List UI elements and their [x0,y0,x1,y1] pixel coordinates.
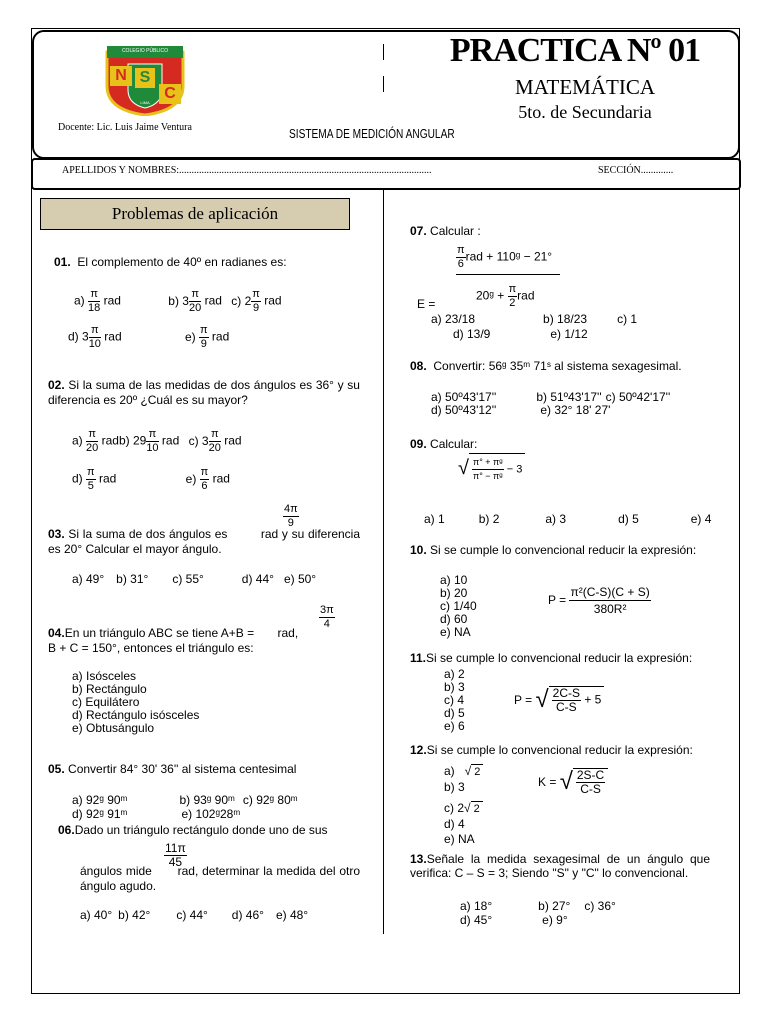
q13-options: a) 18° b) 27° c) 36° d) 45° e) 9° [460,899,616,927]
logo-letter-c: C [159,84,181,104]
q06-fraction: $\frac{11\pi}{45}$ [165,841,186,869]
q10-options: a) 10 b) 20 c) 1/40 d) 60 e) NA [440,573,477,639]
q09-options: a) 1 b) 2 a) 3 d) 5 e) 4 [424,512,712,526]
header-tick [383,76,384,92]
logo-top-text: COLEGIO PÚBLICO [121,48,169,54]
q07-e-label: E = [417,297,436,311]
q01-options: a) $\frac{\pi}{18}$ rad b) 3 $\frac{\pi}{20}$ rad c) 2 $\frac{\pi}{9}$ rad [74,288,282,314]
q07-denominator: 20ᵍ + $\frac{\pi}{2}$ rad [476,283,535,309]
q04-options: a) Isósceles b) Rectángulo c) Equilátero d) Rectángulo isósceles e) Obtusángulo [72,669,200,735]
q10-formula: P = $\frac{\text{π²(C-S)(C + S)}}{\text{380R²}}$ [548,585,650,616]
q12-options: a) √ 2 b) 3 c) 2√ 2 d) 4 e) NA [444,764,483,847]
question-06: 06.Dado un triángulo rectángulo donde uno de sus [58,823,328,837]
q06-text: ángulos mide rad, determinar la medida del otro ángulo agudo. [80,864,360,893]
q02-options-2: d) $\frac{\pi}{5}$ rad e) $\frac{\pi}{6}$ rad [72,466,230,492]
column-divider [383,188,384,934]
question-09: 09. Calcular: [410,437,478,451]
question-05: 05. Convertir 84° 30' 36'' al sistema centesimal [48,762,297,776]
school-logo [104,42,186,116]
question-13: 13.Señale la medida sexagesimal de un ángulo que verifica: C – S = 3; Siendo "S" y "C" lo convencional. [410,852,710,880]
names-field[interactable]: APELLIDOS Y NOMBRES:..................................................................................................... [62,165,432,176]
topic-title: SISTEMA DE MEDICIÓN ANGULAR [289,126,455,141]
question-10: 10. Si se cumple lo convencional reducir la expresión: [410,543,697,557]
q04-fraction: $\frac{3\pi}{4}$ [320,604,334,630]
question-03: 03. Si la suma de dos ángulos es rad y su diferencia es 20° Calcular el mayor ángulo. [48,527,361,556]
logo-letter-n: N [110,66,132,86]
q12-formula: K = √ $\frac{2S-C}{C-S}$ [538,768,608,796]
q11-options: a) 2 b) 3 c) 4 d) 5 e) 6 [444,667,465,733]
subject-title: MATEMÁTICA [515,75,655,99]
q03-options: a) 49° b) 31° c) 55° d) 44° e) 50° [72,572,317,586]
question-04: 04.En un triángulo ABC se tiene A+B = rad, B + C = 150°, entonces el triángulo es: [48,626,299,655]
section-banner: Problemas de aplicación [40,198,350,230]
header-tick [383,44,384,60]
question-11: 11.Si se cumple lo convencional reducir la expresión: [410,651,693,665]
q07-numerator: $\frac{\pi}{6}$ rad + 110ᵍ − 21° [456,244,560,275]
q02-options: a) $\frac{\pi}{20}$ radb) 29 $\frac{\pi}{10}$ rad c) 3 $\frac{\pi}{20}$ rad [72,428,242,454]
question-08: 08. Convertir: 56ᵍ 35ᵐ 71ˢ al sistema sexagesimal. [410,359,682,373]
question-02: 02. Si la suma de las medidas de dos ángulos es 36° y su diferencia es 20º ¿Cuál es su mayor? [48,378,360,407]
q03-fraction: $\frac{4\pi}{9}$ [284,503,298,529]
page-title: PRACTICA Nº 01 [449,32,701,69]
grade-label: 5to. de Secundaria [518,102,652,122]
q05-options: a) 92ᵍ 90ᵐ b) 93ᵍ 90ᵐ c) 92ᵍ 80ᵐ d) 92ᵍ 91ᵐ e) 102ᵍ28ᵐ [72,793,298,821]
logo-letter-s: S [135,68,155,88]
question-12: 12.Si se cumple lo convencional reducir la expresión: [410,743,693,757]
q06-options: a) 40° b) 42° c) 44° d) 46° e) 48° [80,908,309,922]
section-field[interactable]: SECCIÓN............. [598,165,674,176]
q09-expression: √ $\frac{\text{π° + πᵍ}}{\text{π° − πᵍ}}$ − 3 [458,453,525,483]
q07-options: a) 23/18 b) 18/23 c) 1 d) 13/9 e) 1/12 [431,312,638,341]
q08-options: a) 50º43'17'' b) 51º43'17'' c) 50º42'17'' d) 50º43'12'' e) 32° 18' 27' [431,390,671,417]
question-07: 07. Calcular : [410,224,481,238]
question-01: 01. El complemento de 40º en radianes es: [54,255,287,269]
logo-bottom-text: LIMA [140,100,150,105]
q01-options-2: d) 3 $\frac{\pi}{10}$ rad e) $\frac{\pi}{9}$ rad [68,324,230,350]
q11-formula: P = √ $\frac{2C-S}{C-S}$ + 5 [514,686,604,714]
teacher-name: Docente: Lic. Luis Jaime Ventura [58,122,192,133]
